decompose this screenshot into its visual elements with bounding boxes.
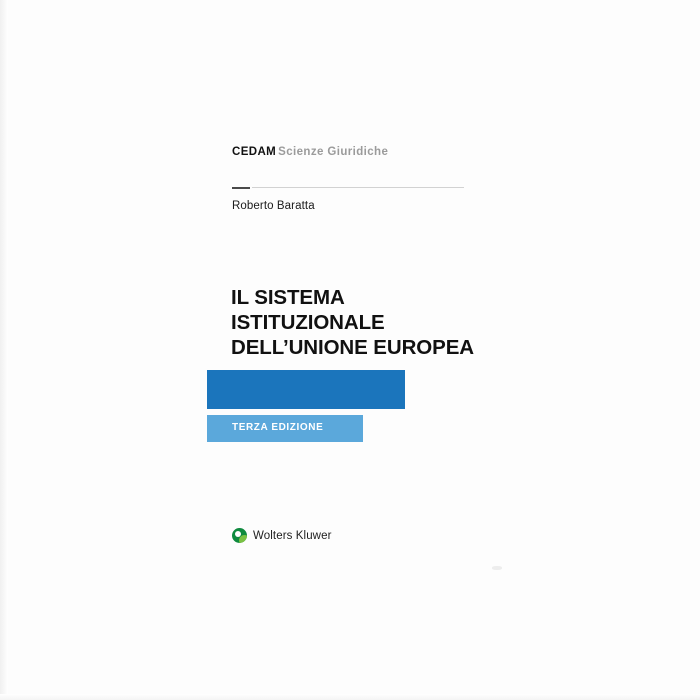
publisher-logo-text: Wolters Kluwer <box>253 529 332 542</box>
book-title <box>231 285 531 360</box>
cover-edge-shadow-left <box>0 0 8 700</box>
publisher-brand: CEDAM <box>232 146 277 158</box>
title-line-3: DELL’UNIONE EUROPEA <box>231 336 474 359</box>
divider-dash <box>232 187 250 189</box>
wolters-kluwer-logo-icon <box>232 528 247 543</box>
publisher-logo <box>232 528 332 543</box>
edition-label: TERZA EDIZIONE <box>232 422 324 433</box>
divider-line <box>252 187 464 188</box>
header-divider <box>232 187 464 189</box>
title-line-1: IL SISTEMA <box>231 286 345 309</box>
publisher-series: Scienze Giuridiche <box>278 146 389 158</box>
scan-artifact <box>492 566 502 570</box>
publisher-line <box>232 146 388 158</box>
cover-edge-shadow-bottom <box>0 694 700 700</box>
cover-accent-bar <box>207 370 405 409</box>
title-line-2: ISTITUZIONALE <box>231 311 385 334</box>
author-name: Roberto Baratta <box>232 200 315 212</box>
